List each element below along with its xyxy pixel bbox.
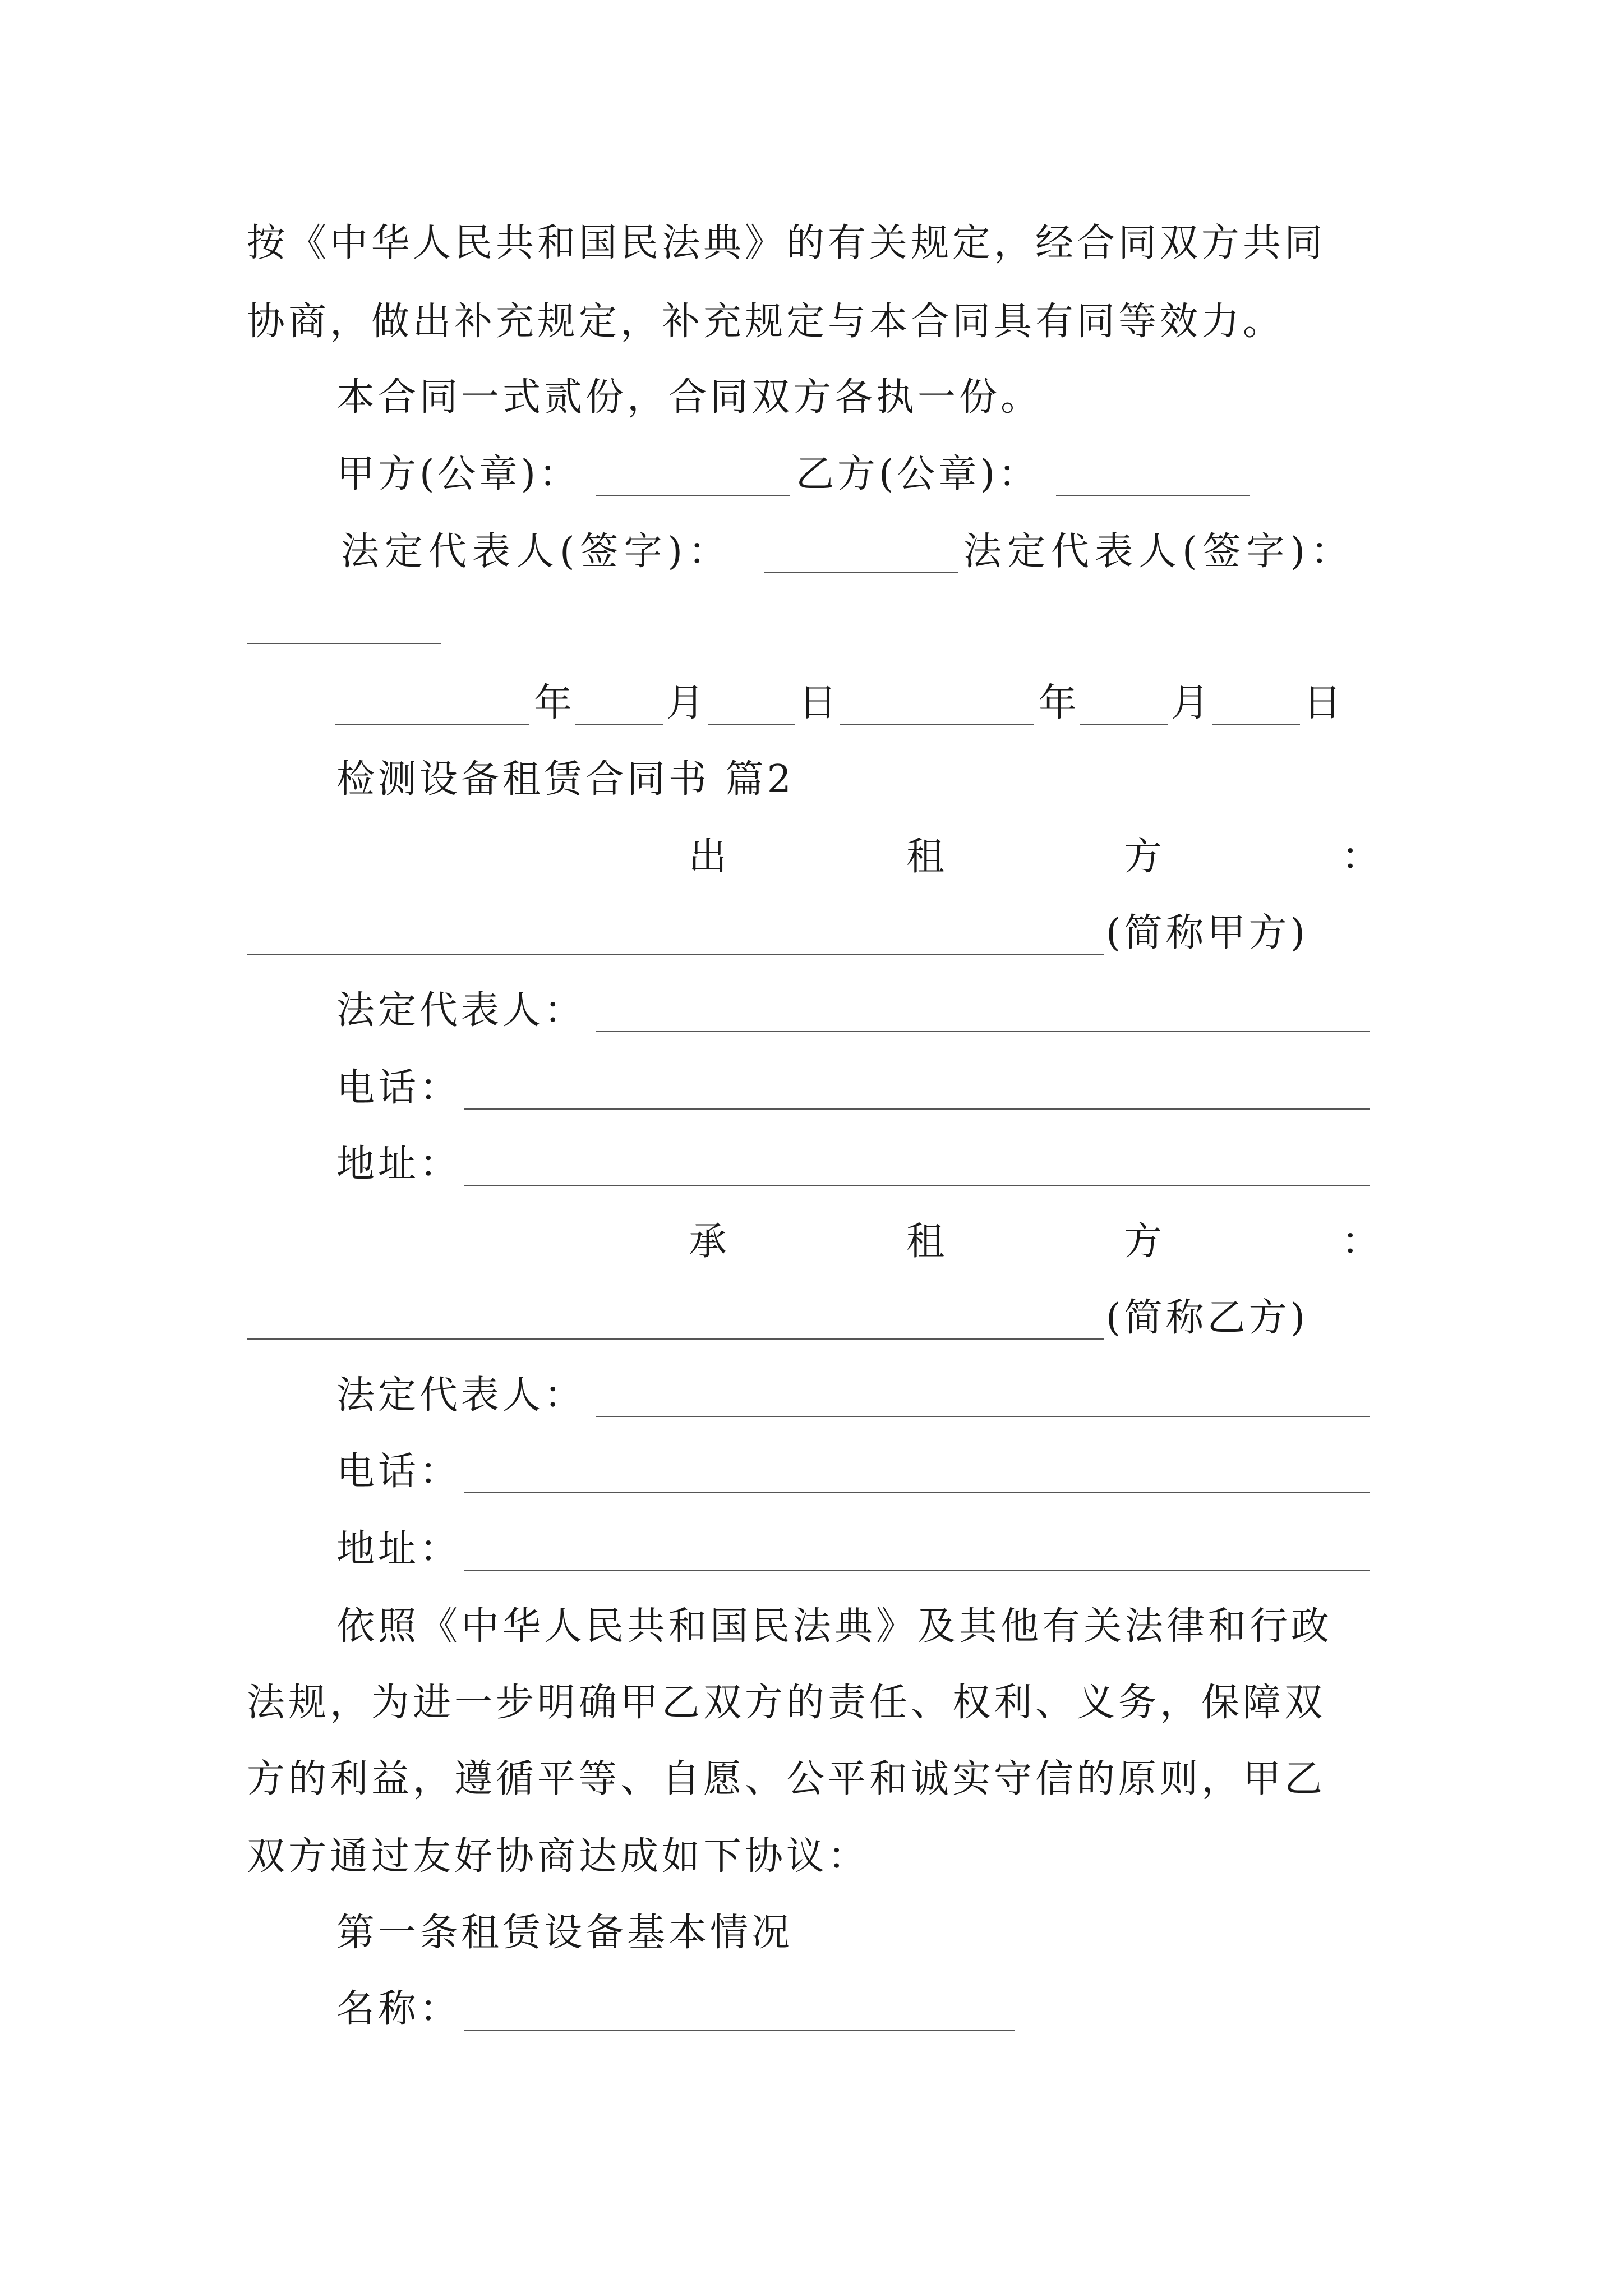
- lessor-legal-rep-blank: [596, 1031, 1370, 1032]
- party-b-seal-blank: [1056, 495, 1250, 496]
- lessee-legal-rep-label: 法定代表人：: [336, 1373, 586, 1418]
- month-b-blank: [1080, 724, 1168, 725]
- day-a-label: 日: [799, 681, 841, 725]
- legal-rep-sign-b-label: 法定代表人(签字)：: [963, 530, 1355, 574]
- lessor-colon: ：: [1341, 835, 1380, 879]
- month-b-label: 月: [1171, 681, 1213, 725]
- month-a-blank: [575, 724, 663, 725]
- lessee-address-label: 地址：: [336, 1527, 462, 1571]
- year-a-label: 年: [534, 681, 576, 725]
- year-b-label: 年: [1039, 681, 1081, 725]
- paragraph-line: 协商，做出补充规定，补充规定与本合同具有同等效力。: [247, 300, 1285, 344]
- lessee-char: 承: [689, 1220, 727, 1264]
- paragraph-line: 按《中华人民共和国民法典》的有关规定，经合同双方共同: [247, 221, 1326, 265]
- legal-rep-sign-b-blank: [247, 643, 441, 644]
- lessor-legal-rep-label: 法定代表人：: [336, 988, 586, 1033]
- lessor-char: 方: [1124, 835, 1163, 879]
- lessor-abbr: (简称甲方): [1106, 911, 1309, 955]
- equipment-name-blank: [464, 2030, 1015, 2031]
- lessor-address-label: 地址：: [336, 1142, 462, 1186]
- article-heading: 第一条租赁设备基本情况: [336, 1911, 794, 1955]
- lessee-phone-blank: [464, 1492, 1370, 1493]
- lessee-address-blank: [464, 1570, 1370, 1571]
- lessee-phone-label: 电话：: [336, 1450, 462, 1494]
- day-a-blank: [708, 724, 795, 725]
- intro-line: 依照《中华人民共和国民法典》及其他有关法律和行政: [336, 1604, 1333, 1649]
- party-a-seal-blank: [596, 495, 790, 496]
- lessor-phone-blank: [464, 1108, 1370, 1110]
- copies-clause: 本合同一式贰份，合同双方各执一份。: [336, 375, 1043, 420]
- day-b-blank: [1212, 724, 1300, 725]
- lessee-abbr: (简称乙方): [1106, 1296, 1309, 1340]
- year-a-blank: [335, 724, 529, 725]
- lessor-phone-label: 电话：: [336, 1066, 462, 1110]
- lessee-legal-rep-blank: [596, 1416, 1370, 1417]
- day-b-label: 日: [1303, 681, 1345, 725]
- year-b-blank: [840, 724, 1034, 725]
- lessee-char: 方: [1124, 1220, 1163, 1264]
- equipment-name-label: 名称：: [336, 1987, 462, 2031]
- lessor-name-blank: [247, 954, 1104, 955]
- legal-rep-sign-a-blank: [764, 572, 958, 573]
- intro-line: 方的利益，遵循平等、自愿、公平和诚实守信的原则，甲乙: [247, 1757, 1326, 1801]
- lessee-name-blank: [247, 1338, 1104, 1340]
- lessor-char: 租: [906, 835, 945, 879]
- lessor-address-blank: [464, 1185, 1370, 1186]
- lessor-char: 出: [689, 835, 727, 879]
- lessee-colon: ：: [1341, 1220, 1380, 1264]
- legal-rep-sign-a-label: 法定代表人(签字)：: [341, 530, 732, 574]
- section-title: 检测设备租赁合同书 篇2: [336, 757, 795, 802]
- lessee-char: 租: [906, 1220, 945, 1264]
- month-a-label: 月: [666, 681, 708, 725]
- intro-line: 双方通过友好协商达成如下协议：: [247, 1834, 870, 1879]
- party-a-seal-label: 甲方(公章)：: [336, 452, 581, 496]
- intro-line: 法规，为进一步明确甲乙双方的责任、权利、义务，保障双: [247, 1681, 1326, 1725]
- party-b-seal-label: 乙方(公章)：: [796, 452, 1040, 496]
